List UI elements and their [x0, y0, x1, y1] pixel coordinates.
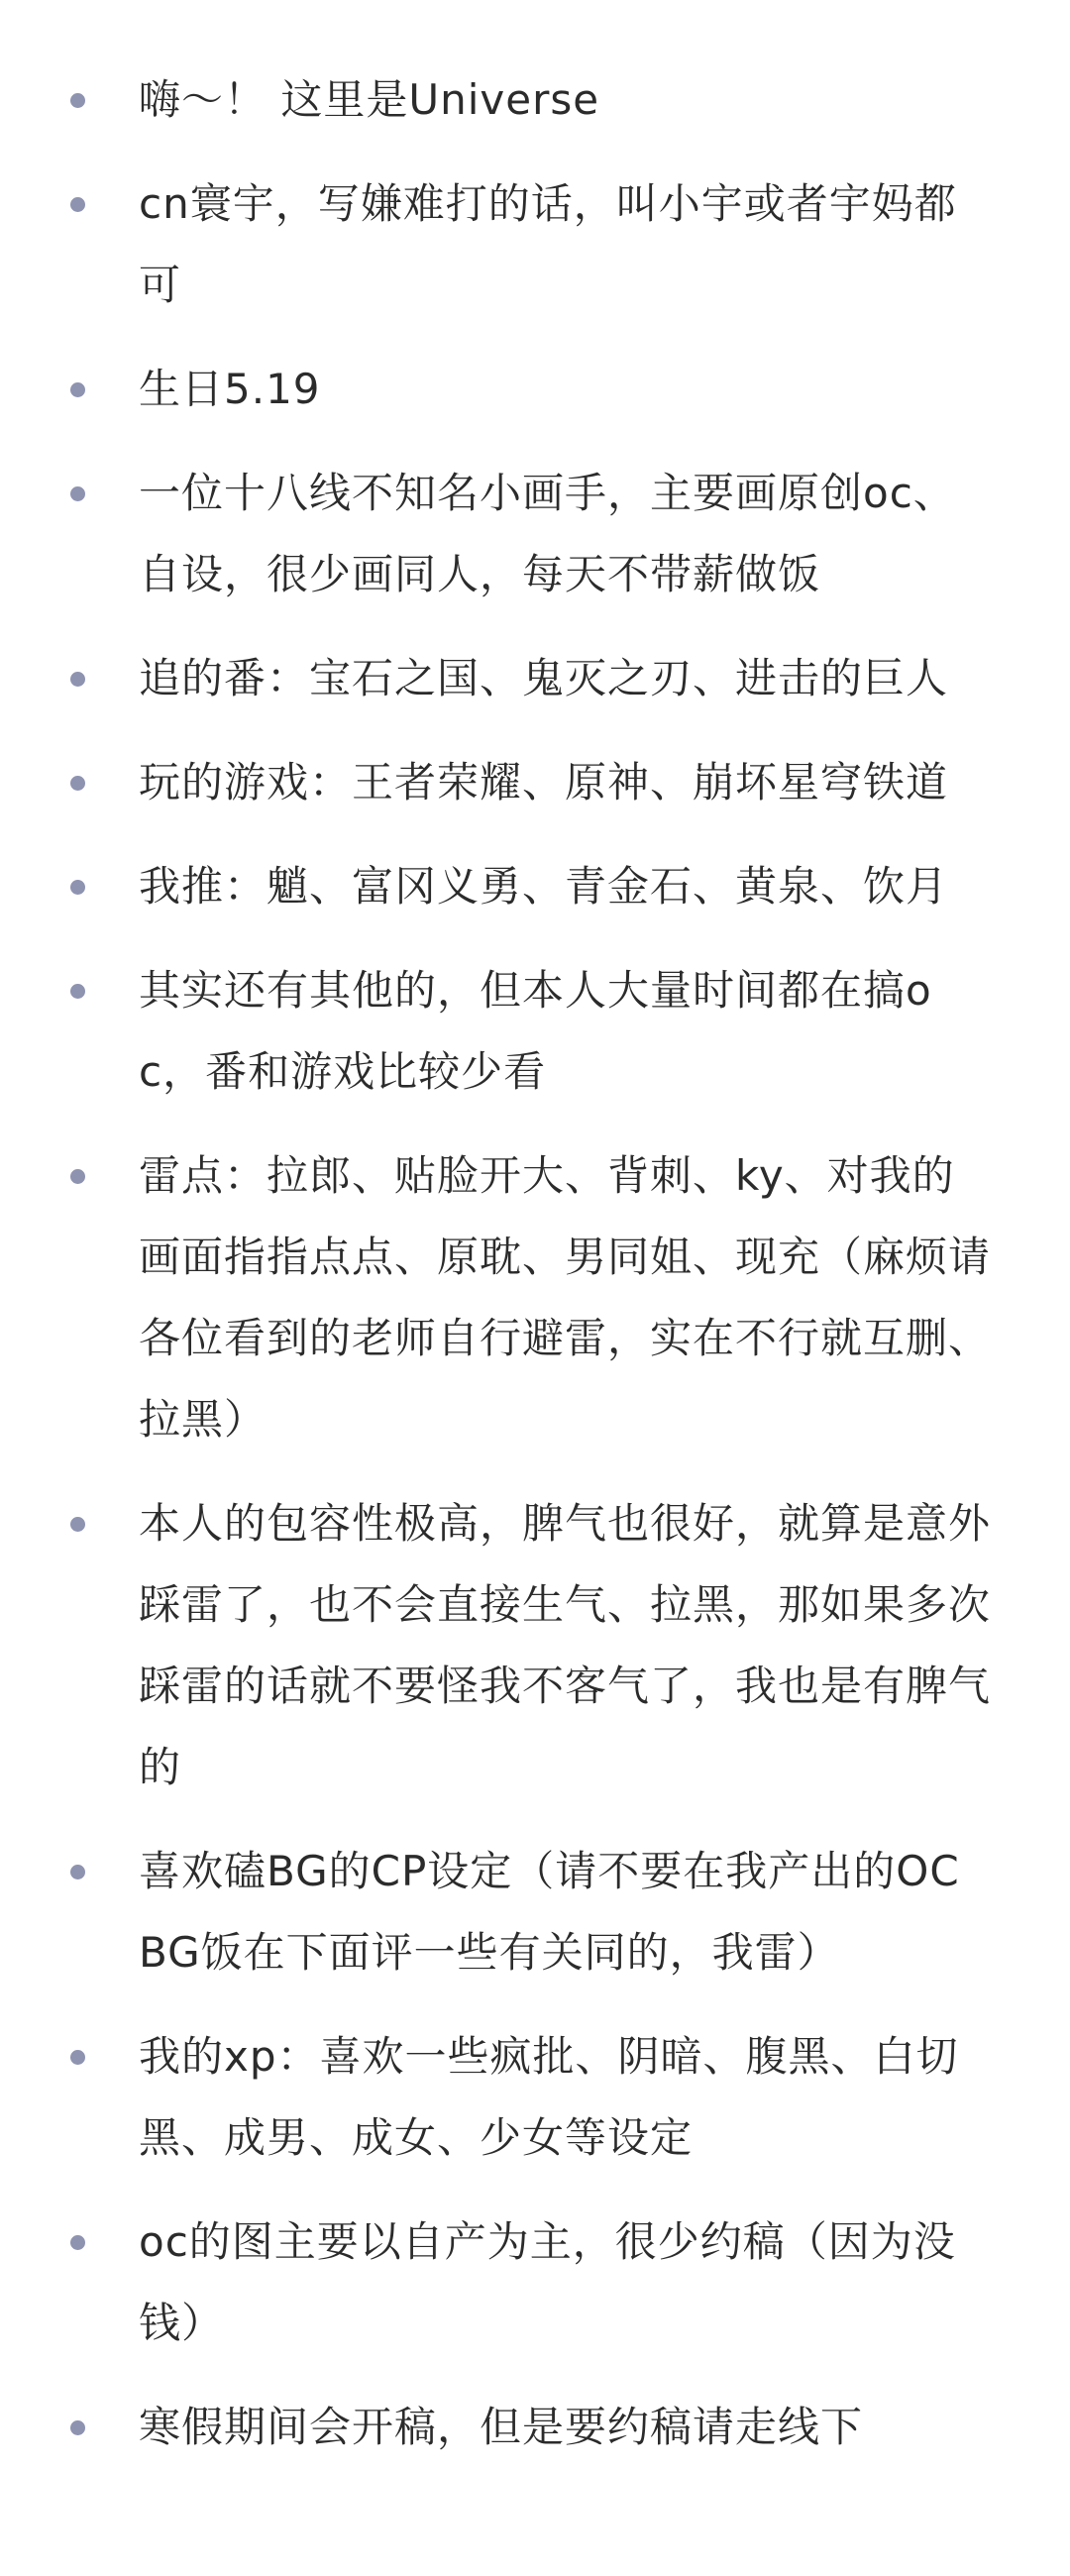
list-item [0, 2016, 1070, 2179]
intro-bullet-list [0, 59, 1070, 2491]
list-item-text: 一位十八线不知名小画手，主要画原创oc、自设，很少画同人，每天不带薪做饭 [139, 469, 956, 598]
bullet-dot-icon [70, 2420, 85, 2435]
list-item [0, 163, 1070, 326]
bullet-dot-icon [70, 2235, 85, 2250]
list-item [0, 1831, 1070, 1993]
list-item-text: 雷点：拉郎、贴脸开大、背刺、ky、对我的画面指指点点、原耽、男同姐、现充（麻烦请各位看到的老师自行避雷，实在不行就互删、拉黑） [139, 1151, 992, 1444]
list-item [0, 1135, 1070, 1460]
bullet-dot-icon [70, 197, 85, 212]
list-item-text: 生日5.19 [139, 365, 321, 413]
list-item-text: 玩的游戏：王者荣耀、原神、崩坏星穹铁道 [139, 758, 949, 806]
list-item [0, 2387, 1070, 2468]
bullet-dot-icon [70, 486, 85, 501]
list-item [0, 453, 1070, 615]
list-item-text: 喜欢磕BG的CP设定（请不要在我产出的OC BG饭在下面评一些有关同的，我雷） [139, 1847, 960, 1977]
list-item-text: 其实还有其他的，但本人大量时间都在搞oc，番和游戏比较少看 [139, 966, 932, 1096]
bullet-dot-icon [70, 984, 85, 999]
bullet-dot-icon [70, 2050, 85, 2065]
list-item [0, 846, 1070, 927]
list-item-text: 我推：魈、富冈义勇、青金石、黄泉、饮月 [139, 862, 949, 911]
bullet-dot-icon [70, 1517, 85, 1532]
list-item-text: 嗨～！ 这里是Universe [139, 75, 600, 124]
bullet-dot-icon [70, 776, 85, 791]
list-item-text: 寒假期间会开稿，但是要约稿请走线下 [139, 2403, 864, 2451]
list-item-text: 我的xp：喜欢一些疯批、阴暗、腹黑、白切黑、成男、成女、少女等设定 [139, 2032, 959, 2162]
bullet-dot-icon [70, 880, 85, 895]
list-item [0, 638, 1070, 719]
list-item-text: 追的番：宝石之国、鬼灭之刃、进击的巨人 [139, 654, 949, 702]
bullet-dot-icon [70, 1865, 85, 1879]
bullet-dot-icon [70, 382, 85, 397]
bullet-dot-icon [70, 93, 85, 108]
bullet-dot-icon [70, 1169, 85, 1184]
list-item [0, 1483, 1070, 1808]
list-item [0, 950, 1070, 1113]
list-item [0, 2201, 1070, 2364]
bullet-dot-icon [70, 672, 85, 687]
list-item [0, 742, 1070, 823]
list-item [0, 59, 1070, 141]
list-item-text: oc的图主要以自产为主，很少约稿（因为没钱） [139, 2217, 956, 2347]
list-item-text: cn寰宇，写嫌难打的话，叫小宇或者宇妈都可 [139, 179, 957, 309]
list-item [0, 349, 1070, 430]
list-item-text: 本人的包容性极高，脾气也很好，就算是意外踩雷了，也不会直接生气、拉黑，那如果多次踩雷的话就不要怪我不客气了，我也是有脾气的 [139, 1499, 992, 1791]
